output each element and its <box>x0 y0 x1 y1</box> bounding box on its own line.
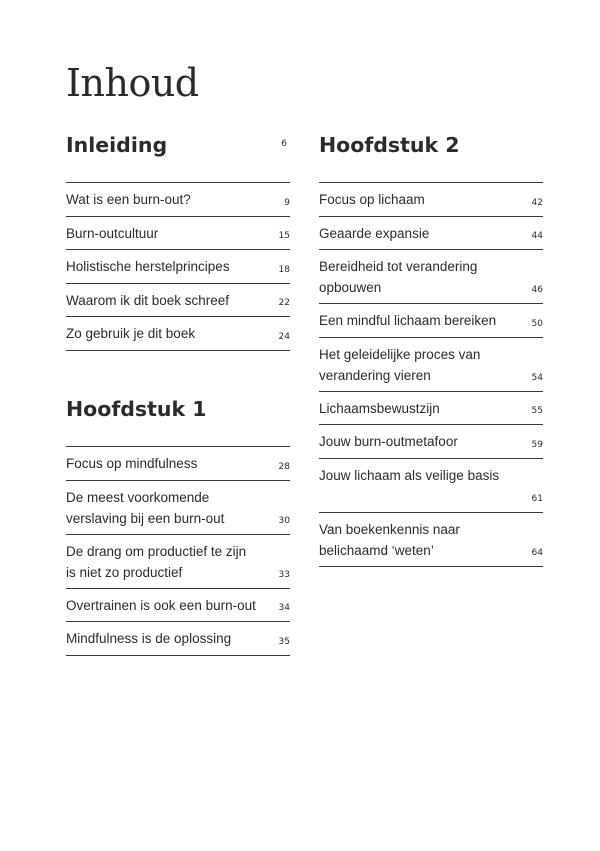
toc-entry-title: De meest voorkomende verslaving bij een burn-out <box>66 489 225 526</box>
section-title: Hoofdstuk 1 <box>66 397 207 421</box>
toc-entry-page: 46 <box>531 285 543 295</box>
section-heading <box>319 130 543 182</box>
toc-entry-title: Jouw lichaam als veilige basis <box>319 467 500 483</box>
toc-entry-title: Jouw burn-outmetafoor <box>319 434 458 449</box>
toc-entry[interactable] <box>66 481 290 535</box>
section-title: Inleiding <box>66 133 168 157</box>
toc-entry-title: Een mindful lichaam bereiken <box>319 313 497 328</box>
toc-entry[interactable] <box>319 338 543 392</box>
toc-entry-page: 50 <box>531 318 543 329</box>
toc-entry-title: Geaarde expansie <box>319 225 430 241</box>
section-heading <box>66 394 290 446</box>
toc-entry-page: 42 <box>531 197 543 208</box>
toc-entry-page: 22 <box>278 298 290 308</box>
toc-entry-page: 15 <box>278 231 290 241</box>
toc-entry[interactable] <box>319 183 543 217</box>
toc-entry[interactable] <box>319 392 543 426</box>
toc-entry-title: Het geleidelijke proces van verandering vieren <box>319 346 481 383</box>
toc-entry[interactable] <box>66 217 290 251</box>
section-inleiding <box>66 130 290 351</box>
toc-entry-page: 61 <box>531 493 543 504</box>
toc-list <box>319 182 543 567</box>
section-hoofdstuk-2 <box>319 130 543 567</box>
toc-entry-title: Overtrainen is ook een burn-out <box>66 597 256 613</box>
toc-entry[interactable] <box>66 589 290 623</box>
toc-entry-page: 34 <box>278 603 290 613</box>
toc-entry-page: 33 <box>278 569 290 580</box>
toc-entry-title: Waarom ik dit boek schreef <box>66 292 230 308</box>
toc-entry[interactable] <box>319 425 543 459</box>
toc-entry-page: 44 <box>531 231 543 241</box>
toc-entry[interactable] <box>66 284 290 318</box>
toc-entry-page: 55 <box>531 406 543 416</box>
toc-entry[interactable] <box>319 304 543 338</box>
toc-entry[interactable] <box>66 535 290 589</box>
toc-entry-page: 54 <box>531 372 543 383</box>
toc-entry-title: Focus op lichaam <box>319 192 425 207</box>
toc-entry[interactable] <box>319 217 543 251</box>
toc-entry-page: 30 <box>278 515 290 526</box>
toc-entry[interactable] <box>66 622 290 656</box>
toc-entry-page: 35 <box>278 636 290 647</box>
toc-entry-title: Bereidheid tot verandering opbouwen <box>319 259 478 295</box>
toc-entry-page: 59 <box>531 439 543 450</box>
toc-entry-title: Holistische herstelprincipes <box>66 259 230 274</box>
toc-entry-title: Focus op mindfulness <box>66 456 198 471</box>
toc-list <box>66 446 290 656</box>
toc-entry-page: 28 <box>278 461 290 472</box>
toc-entry[interactable] <box>66 250 290 284</box>
section-page-number: 6 <box>281 139 287 149</box>
toc-entry[interactable] <box>319 459 543 513</box>
toc-entry-page: 9 <box>284 197 290 208</box>
toc-entry-title: Wat is een burn-out? <box>66 192 191 207</box>
toc-entry[interactable] <box>66 317 290 351</box>
toc-entry[interactable] <box>319 513 543 567</box>
toc-entry-title: Zo gebruik je dit boek <box>66 326 196 341</box>
toc-entry-page: 64 <box>531 547 543 558</box>
section-hoofdstuk-1 <box>66 394 290 656</box>
toc-entry-title: Lichaamsbewustzijn <box>319 400 440 416</box>
toc-entry-title: De drang om productief te zijn is niet zo productief <box>66 543 247 580</box>
toc-entry-title: Burn-outcultuur <box>66 225 159 241</box>
toc-entry-title: Mindfulness is de oplossing <box>66 631 232 646</box>
toc-entry[interactable] <box>66 183 290 217</box>
section-heading <box>66 130 290 182</box>
section-title: Hoofdstuk 2 <box>319 133 460 157</box>
toc-entry[interactable] <box>66 447 290 481</box>
page-title: Inhoud <box>66 61 199 105</box>
toc-entry-page: 24 <box>278 331 290 342</box>
toc-entry[interactable] <box>319 250 543 304</box>
toc-entry-title: Van boekenkennis naar belichaamd ‘weten’ <box>319 521 460 558</box>
toc-list <box>66 182 290 351</box>
toc-entry-page: 18 <box>278 264 290 275</box>
